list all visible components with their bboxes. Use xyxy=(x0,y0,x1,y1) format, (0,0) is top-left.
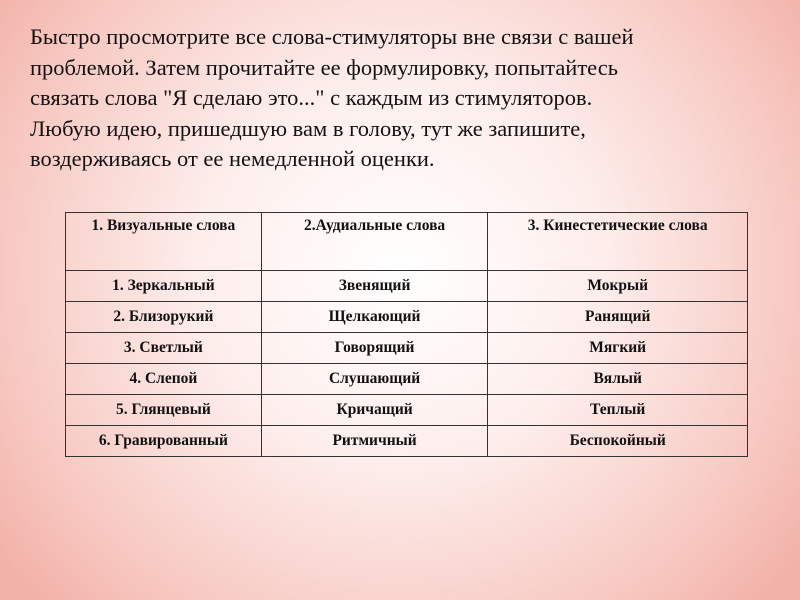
table-cell: 1. Зеркальный xyxy=(66,271,262,302)
table-cell: Говорящий xyxy=(261,333,488,364)
table-cell: 6. Гравированный xyxy=(66,426,262,457)
table-cell: Слушающий xyxy=(261,364,488,395)
table-row xyxy=(66,426,748,457)
table-cell: Мягкий xyxy=(488,333,748,364)
instruction-line: Быстро просмотрите все слова-стимуляторы вне связи с вашей xyxy=(30,24,634,49)
table-cell: 4. Слепой xyxy=(66,364,262,395)
table-cell: 2. Близорукий xyxy=(66,302,262,333)
table-cell: Беспокойный xyxy=(488,426,748,457)
table-row xyxy=(66,271,748,302)
instruction-line: проблемой. Затем прочитайте ее формулировку, попытайтесь xyxy=(30,54,618,80)
table-cell: Теплый xyxy=(488,395,748,426)
table-cell: Щелкающий xyxy=(261,302,488,333)
table-cell: Кричащий xyxy=(261,395,488,426)
table-cell: Звенящий xyxy=(261,271,488,302)
stimulus-words-table xyxy=(65,212,748,457)
header-kinesthetic: 3. Кинестетические слова xyxy=(488,213,748,271)
table-row xyxy=(66,364,748,395)
instruction-text xyxy=(30,22,790,175)
table-row xyxy=(66,333,748,364)
table-cell: Ритмичный xyxy=(261,426,488,457)
instruction-line: связать слова "Я сделаю это..." с каждым из стимуляторов. xyxy=(30,85,593,110)
table-cell: Вялый xyxy=(488,364,748,395)
instruction-line: Любую идею, пришедшую вам в голову, тут же запишите, xyxy=(30,115,586,141)
instruction-line: воздерживаясь от ее немедленной оценки. xyxy=(30,146,435,171)
table-cell: Ранящий xyxy=(488,302,748,333)
table-cell: 3. Светлый xyxy=(66,333,262,364)
header-audial: 2.Аудиальные слова xyxy=(261,213,488,271)
table-cell: 5. Глянцевый xyxy=(66,395,262,426)
table-cell: Мокрый xyxy=(488,271,748,302)
table-header-row xyxy=(66,213,748,271)
header-visual: 1. Визуальные слова xyxy=(66,213,262,271)
table-row xyxy=(66,395,748,426)
table-row xyxy=(66,302,748,333)
